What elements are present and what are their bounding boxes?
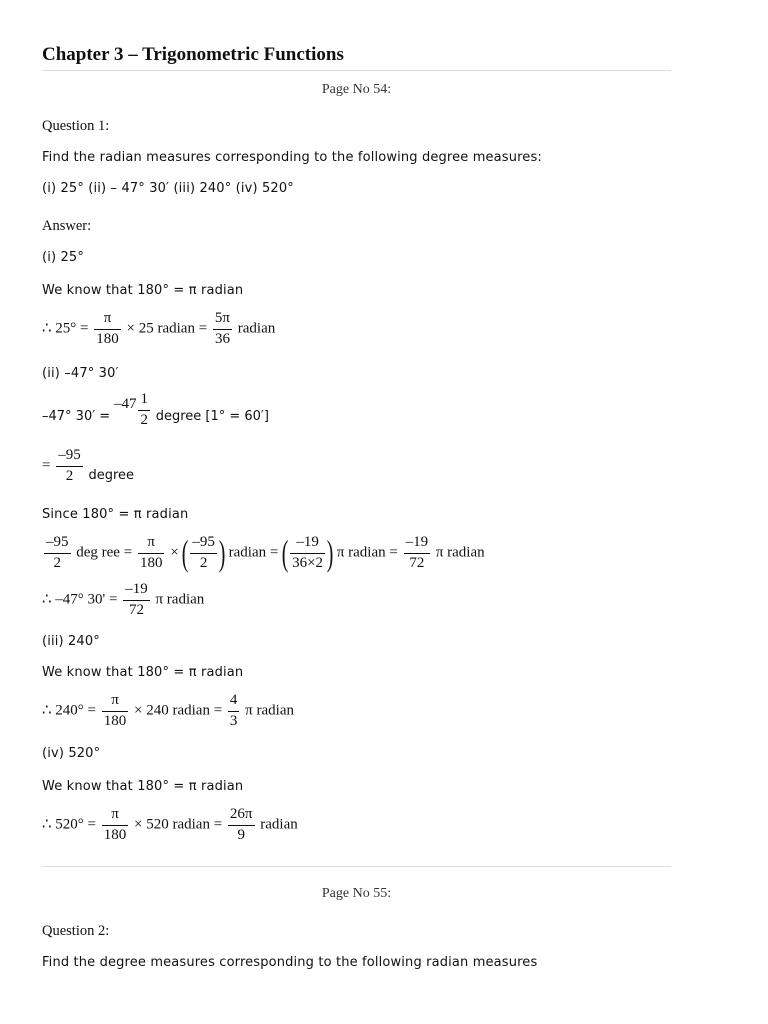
part-i-label: (i) 25° [42,250,84,265]
page-title: Chapter 3 – Trigonometric Functions [42,44,344,65]
part-iv-known: We know that 180° = π radian [42,779,244,794]
denominator: 180 [103,712,127,729]
mixed-whole: –47 [113,395,137,412]
denominator: 3 [229,712,238,729]
numerator: 4 [228,693,240,712]
equation-text: –47° 30′ = [42,408,111,424]
numerator: –19 [290,535,325,554]
equation-text: π radian [435,544,485,561]
part-iii-label: (iii) 240° [42,634,100,649]
part-iv-equation [42,807,298,844]
denominator: 2 [65,467,74,484]
numerator: –95 [44,535,71,554]
part-ii-label: (ii) –47° 30′ [42,366,119,381]
equation-text: ∴ 25° = [42,320,89,337]
numerator: π [102,807,129,826]
question-2-heading: Question 2: [42,923,110,939]
denominator: 72 [128,601,144,618]
equation-text: × 240 radian = [134,702,223,719]
numerator: π [94,311,121,330]
page-number-54: Page No 54: [321,82,392,97]
denominator: 180 [139,554,163,571]
equation-text: radian [237,320,276,337]
parenthesis: ) [218,533,226,574]
numerator: –95 [56,448,83,467]
equation-text: degree [88,467,135,483]
equation-text: deg ree = [76,544,133,561]
numerator: 26π [228,807,255,826]
equation-text: = [42,457,51,474]
part-iii-equation [42,693,294,730]
equation-text: radian [260,816,298,833]
numerator: 5π [213,311,232,330]
equation-text: radian = [228,544,279,561]
part-ii-line-2 [42,448,134,485]
equation-text: ∴ 240° = [42,702,97,719]
denominator: 2 [53,554,61,571]
fraction [123,582,150,619]
fraction [290,535,325,572]
part-ii-line-1 [42,391,269,435]
fraction [44,535,71,572]
equation-text: π radian [245,702,294,719]
divider [42,70,671,71]
question-1-heading: Question 1: [42,118,110,134]
numerator: π [138,535,165,554]
denominator: 72 [409,554,425,571]
parenthesis: ( [182,533,189,574]
numerator: –19 [404,535,431,554]
fraction [102,807,129,844]
denominator: 36 [214,330,230,347]
numerator: –19 [123,582,150,601]
denominator: 2 [140,411,148,428]
numerator: 1 [138,392,150,411]
question-1-prompt: Find the radian measures corresponding to the following degree measures: [42,150,542,165]
equation-text: × [170,544,179,561]
part-i-equation [42,311,275,348]
part-ii-since: Since 180° = π radian [42,507,189,522]
page-number-55: Page No 55: [321,886,392,901]
fraction [228,807,255,844]
numerator: π [102,693,129,712]
part-iv-label: (iv) 520° [42,746,101,761]
parenthesis: ) [326,533,334,574]
denominator: 2 [199,554,208,571]
equation-text: ∴ –47° 30' = [42,591,118,608]
part-ii-line-3 [42,535,485,572]
equation-text: π radian = [336,544,398,561]
fraction [190,535,217,572]
answer-heading: Answer: [42,218,92,234]
part-ii-line-4 [42,582,204,619]
denominator: 9 [237,826,245,843]
divider [42,866,671,867]
denominator: 180 [96,330,119,347]
equation-text: × 520 radian = [134,816,223,833]
question-2-prompt: Find the degree measures corresponding to the following radian measures [42,955,538,970]
equation-text: degree [1° = 60′] [155,408,269,424]
fraction [56,448,83,485]
equation-text: π radian [155,591,205,608]
fraction [102,693,129,730]
part-iii-known: We know that 180° = π radian [42,665,244,680]
parenthesis: ( [281,533,289,574]
fraction [213,311,232,348]
fraction [138,392,150,429]
fraction [138,535,165,572]
part-i-known: We know that 180° = π radian [42,283,244,298]
numerator: –95 [190,535,217,554]
question-1-parts: (i) 25° (ii) – 47° 30′ (iii) 240° (iv) 520° [42,181,294,196]
fraction [94,311,121,348]
equation-text: ∴ 520° = [42,816,97,833]
denominator: 180 [103,826,127,843]
denominator: 36×2 [292,554,324,571]
fraction [404,535,431,572]
equation-text: × 25 radian = [126,320,208,337]
fraction [228,693,240,730]
